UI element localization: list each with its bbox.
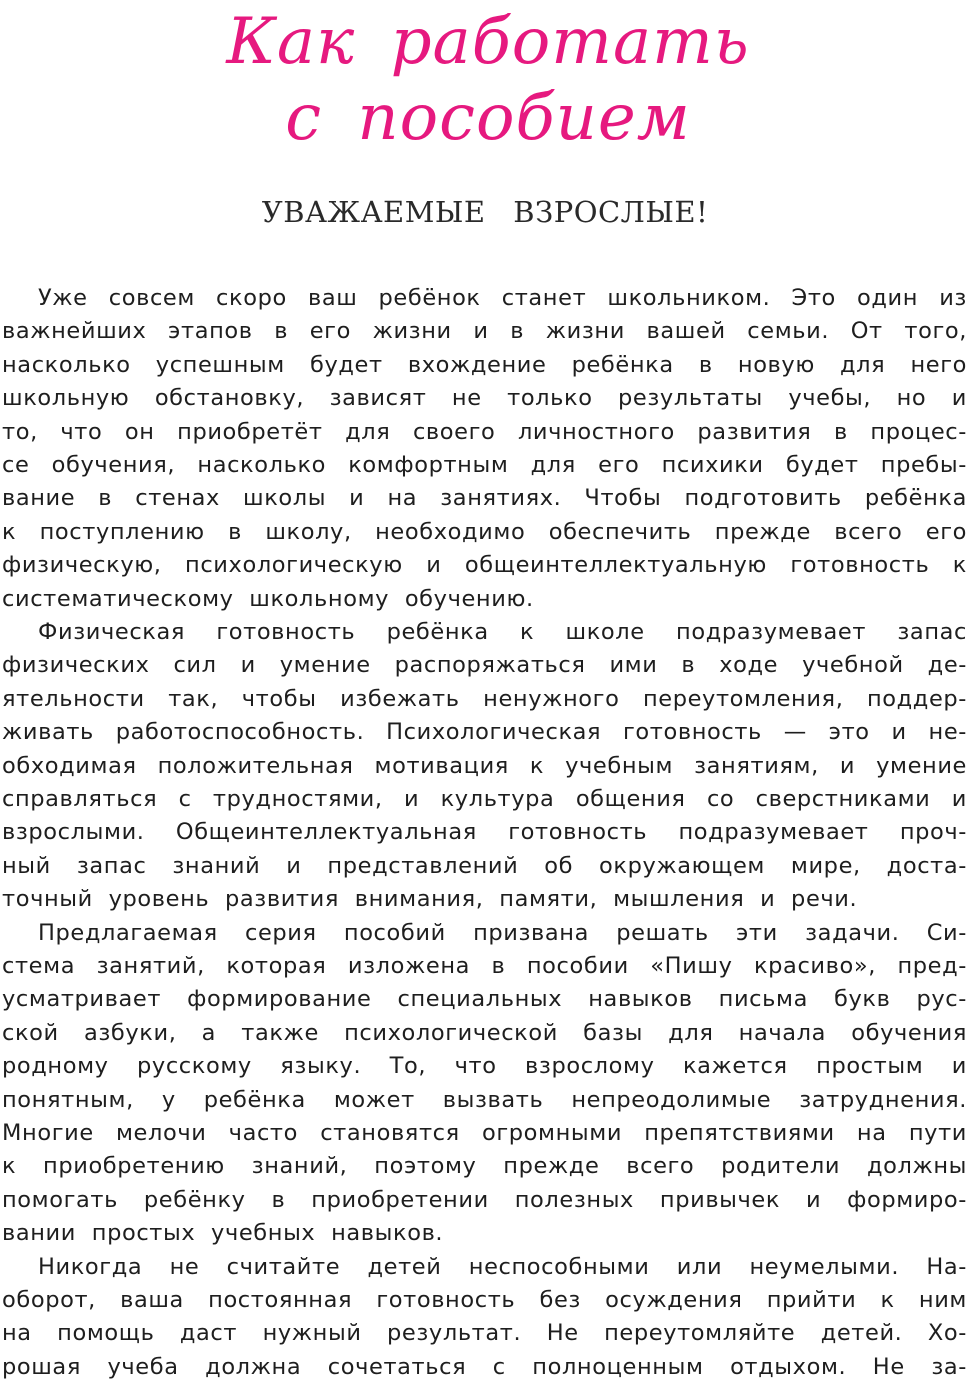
text-line: Уже совсем скоро ваш ребёнок станет школьником. Это один из xyxy=(38,285,967,311)
text-line: к поступлению в школу, необходимо обеспечить прежде всего его xyxy=(2,518,967,545)
text-line: Многие мелочи часто становятся огромными препятствиями на пути xyxy=(2,1120,967,1146)
text-line: физических сил и умение распоряжаться ими в ходе учебной де- xyxy=(2,652,967,679)
text-line: важнейших этапов в его жизни и в жизни вашей семьи. От того, xyxy=(2,318,967,345)
text-line: Физическая готовность ребёнка к школе подразумевает запас xyxy=(38,619,967,645)
text-line: взрослыми. Общеинтеллектуальная готовность подразумевает проч- xyxy=(2,819,967,846)
text-line: рошая учеба должна сочетаться с полноценным отдыхом. Не за- xyxy=(2,1353,967,1380)
text-line: се обучения, насколько комфортным для его психики будет пребы- xyxy=(2,452,967,478)
text-line: систематическому школьному обучению. xyxy=(2,585,534,612)
text-line: понятным, у ребёнка может вызвать непреодолимые затруднения. xyxy=(2,1086,967,1113)
text-line: справляться с трудностями, и культура общения со сверстниками и xyxy=(2,786,967,812)
text-line: к приобретению знаний, поэтому прежде всего родители должны xyxy=(2,1153,967,1180)
page-title-line-2: с пособием xyxy=(285,81,691,155)
text-line: стема занятий, которая изложена в пособии «Пишу красиво», пред- xyxy=(2,953,967,979)
text-line: вание в стенах школы и на занятиях. Чтобы подготовить ребёнка xyxy=(2,485,967,512)
text-line: помогать ребёнку в приобретении полезных привычек и формиро- xyxy=(2,1186,967,1213)
text-line: живать работоспособность. Психологическая готовность — это и не- xyxy=(2,719,967,746)
text-line: оборот, ваша постоянная готовность без осуждения прийти к ним xyxy=(2,1287,967,1313)
text-line: вании простых учебных навыков. xyxy=(2,1220,444,1247)
text-line: точный уровень развития внимания, памяти, мышления и речи. xyxy=(2,886,858,913)
page-title-line-1: Как работать xyxy=(226,5,750,79)
text-line: ской азбуки, а также психологической базы для начала обучения xyxy=(2,1019,967,1046)
text-line: ятельности так, чтобы избежать ненужного переутомления, поддер- xyxy=(2,685,967,712)
text-line: Никогда не считайте детей неспособными или неумелыми. На- xyxy=(38,1253,967,1280)
text-line: родному русскому языку. То, что взрослому кажется простым и xyxy=(2,1053,967,1080)
text-line: ный запас знаний и представлений об окружающем мире, доста- xyxy=(2,852,967,879)
text-line: Предлагаемая серия пособий призвана решать эти задачи. Си- xyxy=(38,919,967,946)
section-heading: УВАЖАЕМЫЕ ВЗРОСЛЫЕ! xyxy=(261,195,709,229)
text-line: школьную обстановку, зависят не только результаты учебы, но и xyxy=(2,385,967,412)
text-line: физическую, психологическую и общеинтеллектуальную готовность к xyxy=(2,552,967,579)
text-line: на помощь даст нужный результат. Не переутомляйте детей. Хо- xyxy=(2,1320,967,1347)
text-line: насколько успешным будет вхождение ребёнка в новую для него xyxy=(2,351,967,378)
text-line: усматривает формирование специальных навыков письма букв рус- xyxy=(2,986,967,1013)
text-line: то, что он приобретёт для своего личностного развития в процес- xyxy=(2,418,967,445)
text-line: обходимая положительная мотивация к учебным занятиям, и умение xyxy=(2,752,967,779)
